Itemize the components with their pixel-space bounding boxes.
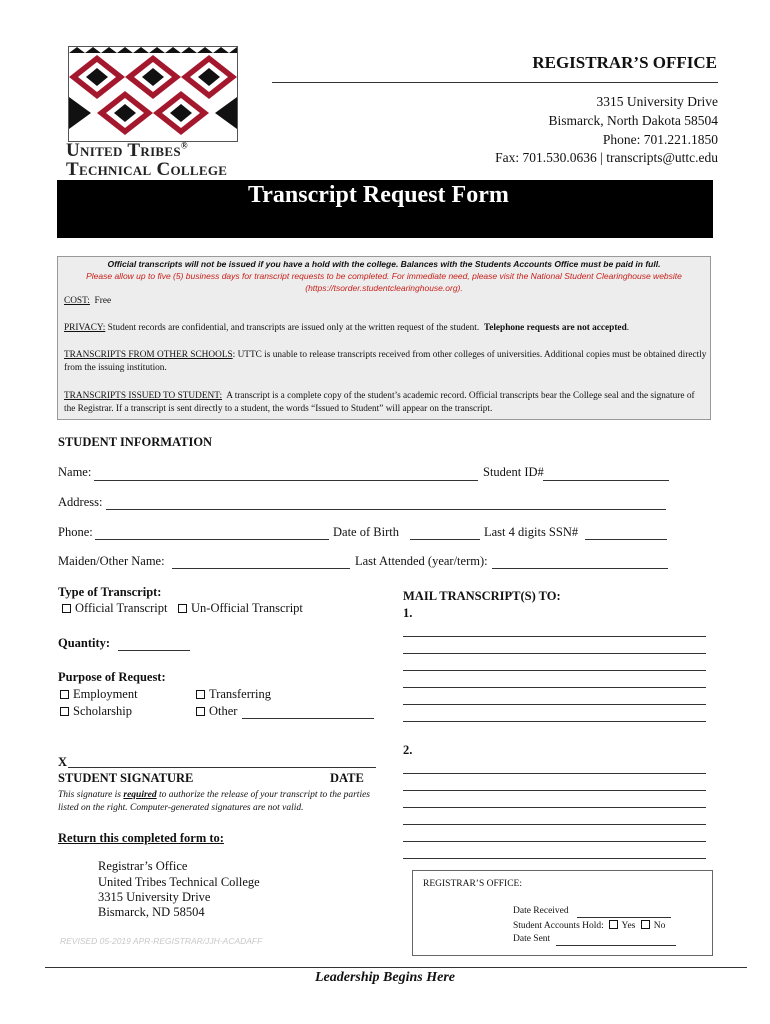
name-label: Name: (58, 465, 92, 479)
hold-no-checkbox[interactable] (641, 920, 650, 929)
purpose-heading: Purpose of Request: (58, 670, 166, 684)
date-sent-label: Date Sent (513, 934, 551, 944)
office-city: Bismarck, North Dakota 58504 (548, 113, 718, 128)
dob-label: Date of Birth (333, 525, 399, 539)
mail-2-line-5[interactable] (403, 841, 706, 842)
purpose-other[interactable]: Other (196, 704, 237, 719)
employment-checkbox[interactable] (60, 690, 69, 699)
mail-recipient-1-label: 1. (403, 606, 413, 620)
purpose-scholarship[interactable]: Scholarship (60, 704, 132, 719)
mail-2-line-6[interactable] (403, 858, 706, 859)
mail-2-line-2[interactable] (403, 790, 706, 791)
return-line-3: 3315 University Drive (98, 890, 211, 904)
unofficial-transcript-option[interactable]: Un-Official Transcript (178, 601, 303, 616)
office-fax-email: Fax: 701.530.0636 | transcripts@uttc.edu (495, 150, 718, 165)
footer-divider (45, 967, 747, 968)
signature-note: This signature is required to authorize the release of your transcript to the parties listed on the right. Computer-generated signatures are not valid. (58, 790, 371, 813)
notice-box (57, 256, 711, 420)
cost-line: COST: Free (64, 296, 112, 306)
diamond-pattern-icon (69, 47, 237, 141)
logo-text-line1: United Tribes® (66, 140, 188, 161)
ssn-field[interactable] (585, 539, 667, 540)
maiden-name-label: Maiden/Other Name: (58, 554, 165, 568)
mail-1-line-2[interactable] (403, 653, 706, 654)
mail-1-line-5[interactable] (403, 704, 706, 705)
mail-2-line-3[interactable] (403, 807, 706, 808)
last-attended-field[interactable] (492, 568, 668, 569)
office-use-heading: REGISTRAR’S OFFICE: (423, 879, 522, 889)
other-schools-text: TRANSCRIPTS FROM OTHER SCHOOLS: UTTC is unable to release transcripts received from other colleges of universities. Additional copies must be obtained directly from the issuing institution. (64, 350, 707, 373)
student-info-heading: STUDENT INFORMATION (58, 435, 213, 449)
college-logo (68, 46, 238, 142)
transferring-checkbox[interactable] (196, 690, 205, 699)
mail-1-line-6[interactable] (403, 721, 706, 722)
date-received-label: Date Received (513, 906, 569, 916)
student-id-label: Student ID# (483, 465, 544, 479)
signature-field[interactable] (68, 767, 376, 768)
office-title: REGISTRAR’S OFFICE (532, 53, 717, 72)
dob-field[interactable] (410, 539, 480, 540)
address-field[interactable] (106, 509, 666, 510)
header-divider (272, 82, 718, 83)
official-transcript-option[interactable]: Official Transcript (62, 601, 167, 616)
accounts-hold-row: Student Accounts Hold: Yes No (513, 921, 666, 931)
form-title: Transcript Request Form (248, 182, 509, 208)
privacy-line: PRIVACY: Student records are confidential, and transcripts are issued only at the written request of the student. Telephone requests are not accepted. (64, 323, 630, 333)
purpose-employment[interactable]: Employment (60, 687, 138, 702)
mail-1-line-4[interactable] (403, 687, 706, 688)
office-use-box (412, 870, 713, 956)
purpose-transferring[interactable]: Transferring (196, 687, 271, 702)
unofficial-checkbox[interactable] (178, 604, 187, 613)
return-heading: Return this completed form to: (58, 831, 224, 845)
name-field[interactable] (94, 480, 478, 481)
footer-slogan: Leadership Begins Here (315, 970, 455, 985)
notice-link-line: (https://tsorder.studentclearinghouse.org). (305, 283, 463, 293)
office-street: 3315 University Drive (596, 94, 718, 109)
purpose-other-field[interactable] (242, 718, 374, 719)
address-label: Address: (58, 495, 103, 509)
mail-2-line-4[interactable] (403, 824, 706, 825)
notice-processing-line: Please allow up to five (5) business days for transcript requests to be completed. For immediate need, please visit the National Student Clearinghouse website (86, 271, 682, 281)
mail-1-line-3[interactable] (403, 670, 706, 671)
student-id-field[interactable] (543, 480, 669, 481)
date-sent-field[interactable] (556, 945, 676, 946)
return-line-1: Registrar’s Office (98, 859, 188, 873)
hold-yes-checkbox[interactable] (609, 920, 618, 929)
mail-2-line-1[interactable] (403, 773, 706, 774)
signature-date-label: DATE (330, 771, 364, 785)
other-checkbox[interactable] (196, 707, 205, 716)
return-line-2: United Tribes Technical College (98, 875, 260, 889)
mail-to-heading: MAIL TRANSCRIPT(S) TO: (403, 589, 561, 603)
notice-hold-line: Official transcripts will not be issued if you have a hold with the college. Balances with the Students Accounts Office must be paid in full. (107, 259, 661, 269)
logo-text-line2: Technical College (66, 159, 228, 180)
phone-label: Phone: (58, 525, 93, 539)
phone-field[interactable] (95, 539, 329, 540)
signature-x: X (58, 755, 68, 769)
date-received-field[interactable] (577, 917, 671, 918)
quantity-label: Quantity: (58, 636, 111, 650)
last-attended-label: Last Attended (year/term): (355, 554, 488, 568)
transcript-type-heading: Type of Transcript: (58, 585, 162, 599)
signature-label: STUDENT SIGNATURE (58, 771, 194, 785)
office-phone: Phone: 701.221.1850 (602, 132, 718, 147)
quantity-field[interactable] (118, 650, 190, 651)
return-line-4: Bismarck, ND 58504 (98, 905, 205, 919)
official-checkbox[interactable] (62, 604, 71, 613)
scholarship-checkbox[interactable] (60, 707, 69, 716)
mail-1-line-1[interactable] (403, 636, 706, 637)
issued-to-student-text: TRANSCRIPTS ISSUED TO STUDENT: A transcript is a complete copy of the student’s academic record. Official transcripts bear the College seal and the signature of the Registrar. If a transcript is sent directly to a student, the words “Issued to Student” will appear on the transcript. (64, 391, 695, 414)
ssn-label: Last 4 digits SSN# (484, 525, 579, 539)
mail-recipient-2-label: 2. (403, 743, 413, 757)
maiden-name-field[interactable] (172, 568, 350, 569)
revision-note: REVISED 05-2019 APR-REGISTRAR/JJH-ACADAFF (60, 936, 263, 946)
